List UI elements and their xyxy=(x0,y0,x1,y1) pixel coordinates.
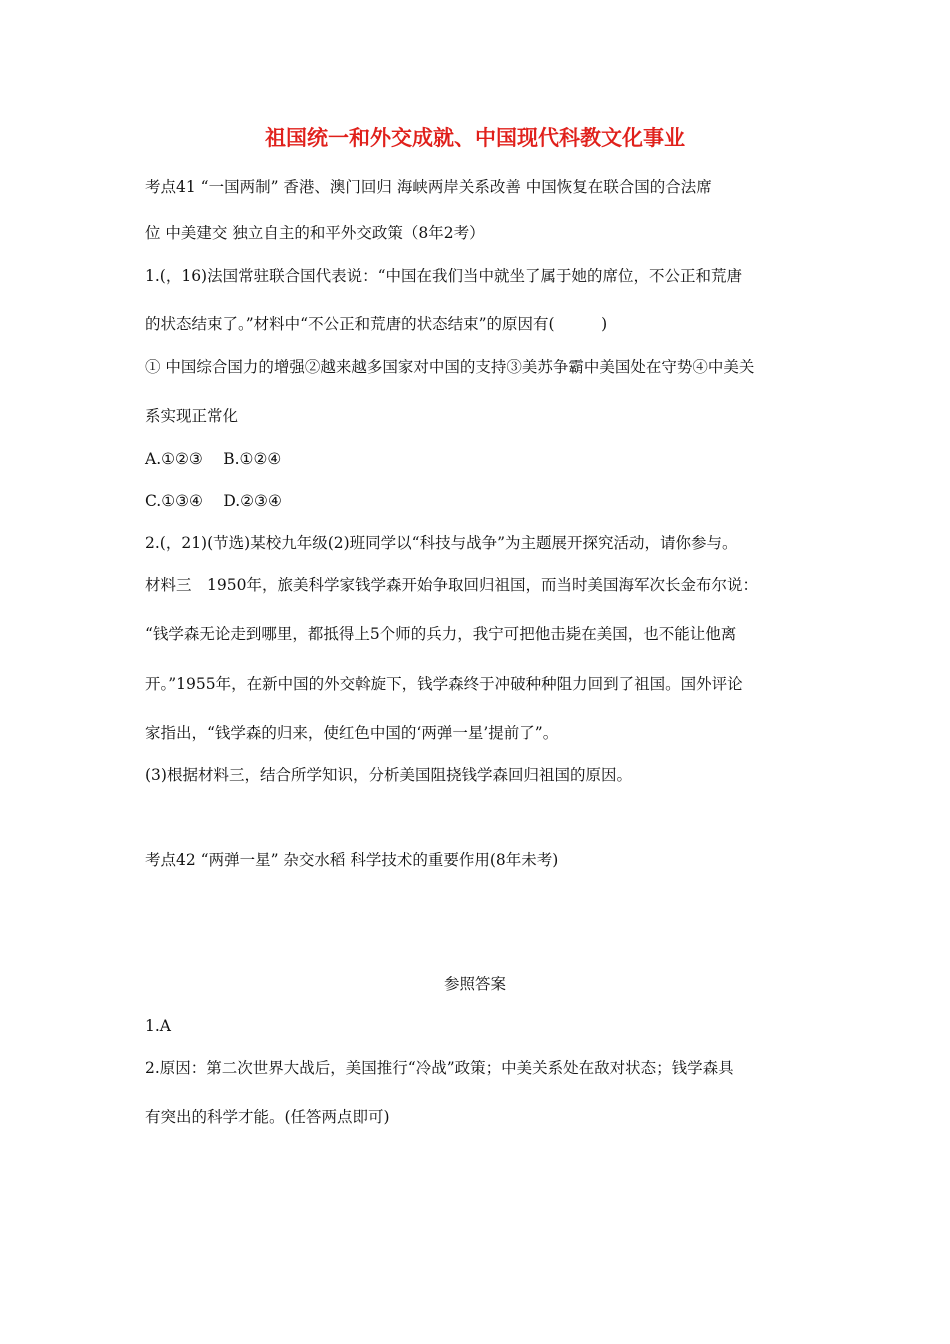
question-2-line-4: 开。”1955年，在新中国的外交斡旋下，钱学森终于冲破种种阻力回到了祖国。国外评论 xyxy=(145,675,743,693)
question-1-line-4: 系实现正常化 xyxy=(145,407,239,425)
document-title: 祖国统一和外交成就、中国现代科教文化事业 xyxy=(265,126,685,150)
question-1-line-3: ① 中国综合国力的增强②越来越多国家对中国的支持③美苏争霸中美国处在守势④中美关 xyxy=(145,358,755,376)
answer-2-line-1: 2.原因：第二次世界大战后，美国推行“冷战”政策；中美关系处在敌对状态；钱学森具 xyxy=(145,1059,734,1077)
answer-1: 1.A xyxy=(145,1017,171,1035)
answer-2-line-2: 有突出的科学才能。(任答两点即可) xyxy=(145,1108,390,1126)
question-2-line-2: 材料三 1950年，旅美科学家钱学森开始争取回归祖国，而当时美国海军次长金布尔说： xyxy=(145,576,758,594)
question-2-line-5: 家指出，“钱学森的归来，使红色中国的‘两弹一星’提前了”。 xyxy=(145,724,559,742)
exam-point-41-line-2: 位 中美建交 独立自主的和平外交政策（8年2考） xyxy=(145,224,485,242)
question-2-line-3: “钱学森无论走到哪里，都抵得上5个师的兵力，我宁可把他击毙在美国，也不能让他离 xyxy=(145,625,737,643)
question-2-line-6: (3)根据材料三，结合所学知识，分析美国阻挠钱学森回归祖国的原因。 xyxy=(145,766,632,784)
answers-heading: 参照答案 xyxy=(443,975,506,993)
question-1-options-cd: C.①③④ D.②③④ xyxy=(145,492,282,510)
question-1-options-ab: A.①②③ B.①②④ xyxy=(145,450,282,468)
exam-point-42-line: 考点42 “两弹一星” 杂交水稻 科学技术的重要作用(8年未考) xyxy=(145,851,559,869)
exam-point-41-line-1: 考点41 “一国两制” 香港、澳门回归 海峡两岸关系改善 中国恢复在联合国的合法席 xyxy=(145,178,712,196)
question-2-line-1: 2.(，21)(节选)某校九年级(2)班同学以“科技与战争”为主题展开探究活动，请你参与。 xyxy=(145,534,738,552)
question-1-line-1: 1.(，16)法国常驻联合国代表说：“中国在我们当中就坐了属于她的席位，不公正和荒唐 xyxy=(145,267,743,285)
question-1-line-2: 的状态结束了。”材料中“不公正和荒唐的状态结束”的原因有( ) xyxy=(145,315,608,333)
